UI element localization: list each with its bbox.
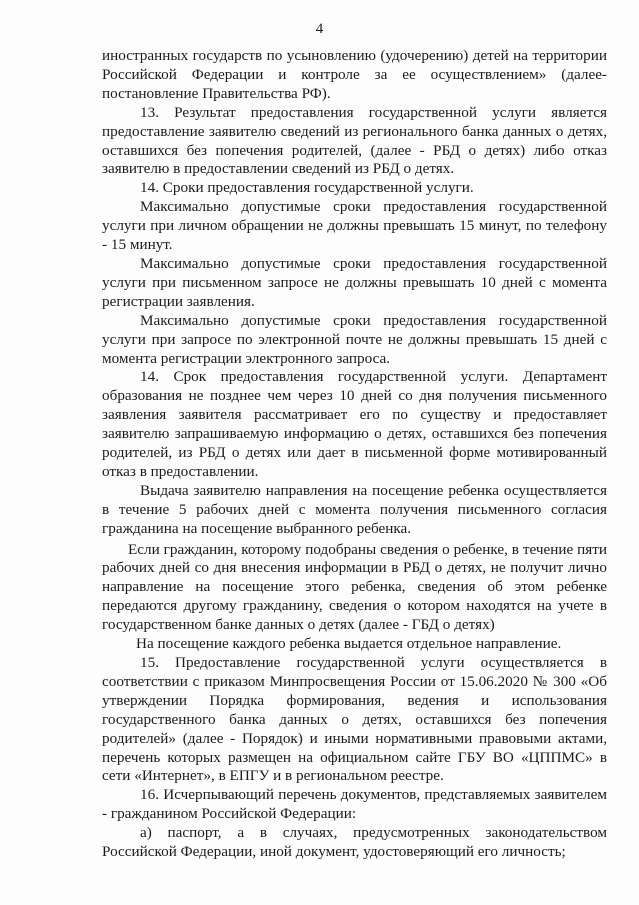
paragraph-terms-email: Максимально допустимые сроки предоставления государственной услуги при запросе по электронной почте не должны превышать 15 дней с момента регистрации электронного запроса. [102,311,607,367]
paragraph-terms-written: Максимально допустимые сроки предоставления государственной услуги при письменном запросе не должны превышать 10 дней с момента регистрации заявления. [102,254,607,310]
paragraph-15-legal-basis: 15. Предоставление государственной услуги осуществляется в соответствии с приказом Минпросвещения России от 15.06.2020 № 300 «Об утверждении Порядка формирования, ведения и использования государственного банка данных о детях, оставшихся без попечения родителей» (далее - Порядок) и иными нормативными правовыми актами, перечень которых размещен на официальном сайте ГБУ ВО «ЦППМС» в сети «Интернет», в ЕПГУ и в региональном реестре. [102,654,607,785]
paragraph-item-a-passport: а) паспорт, а в случаях, предусмотренных законодательством Российской Федерации, иной документ, удостоверяющий его личность; [102,824,607,861]
paragraph-13-result: 13. Результат предоставления государственной услуги является предоставление заявителю сведений из регионального банка данных о детях, оставшихся без попечения родителей, (далее - РБД о детях) либо отказ заявителю в предоставлении сведений из РБД о детях. [102,103,607,178]
paragraph-transfer-info: Если гражданин, которому подобраны сведения о ребенке, в течение пяти рабочих дней со дня внесения информации в РБД о детях, не получит лично направление на посещение этого ребенка, сведения об этом ребенке передаются другому гражданину, сведения о котором находятся на учете в государственном банке данных о детях (далее - ГБД о детях) [102,540,607,634]
document-body [102,47,607,862]
paragraph-continuation: иностранных государств по усыновлению (удочерению) детей на территории Российской Федерации и контроле за ее осуществлением» (далее-постановление Правительства РФ). [102,47,607,102]
paragraph-14-term-department: 14. Срок предоставления государственной услуги. Департамент образования не позднее чем через 10 дней со дня получения письменного заявления заявителя рассматривает его по существу и предоставляет заявителю запрашиваемую информацию о детях, оставшихся без попечения родителей, из РБД о детях или дает в письменной форме мотивированный отказ в предоставлении. [102,368,607,480]
paragraph-14-terms-heading: 14. Сроки предоставления государственной услуги. [140,179,474,197]
page-number: 4 [315,21,324,37]
paragraph-separate-referral: На посещение каждого ребенка выдается отдельное направление. [136,635,562,653]
paragraph-terms-personal: Максимально допустимые сроки предоставления государственной услуги при личном обращении не должны превышать 15 минут, по телефону - 15 минут. [102,198,607,254]
paragraph-referral-issue: Выдача заявителю направления на посещение ребенка осуществляется в течение 5 рабочих дней с момента получения письменного согласия гражданина на посещение выбранного ребенка. [102,481,607,537]
paragraph-16-documents: 16. Исчерпывающий перечень документов, представляемых заявителем - гражданином Российской Федерации: [102,786,607,823]
